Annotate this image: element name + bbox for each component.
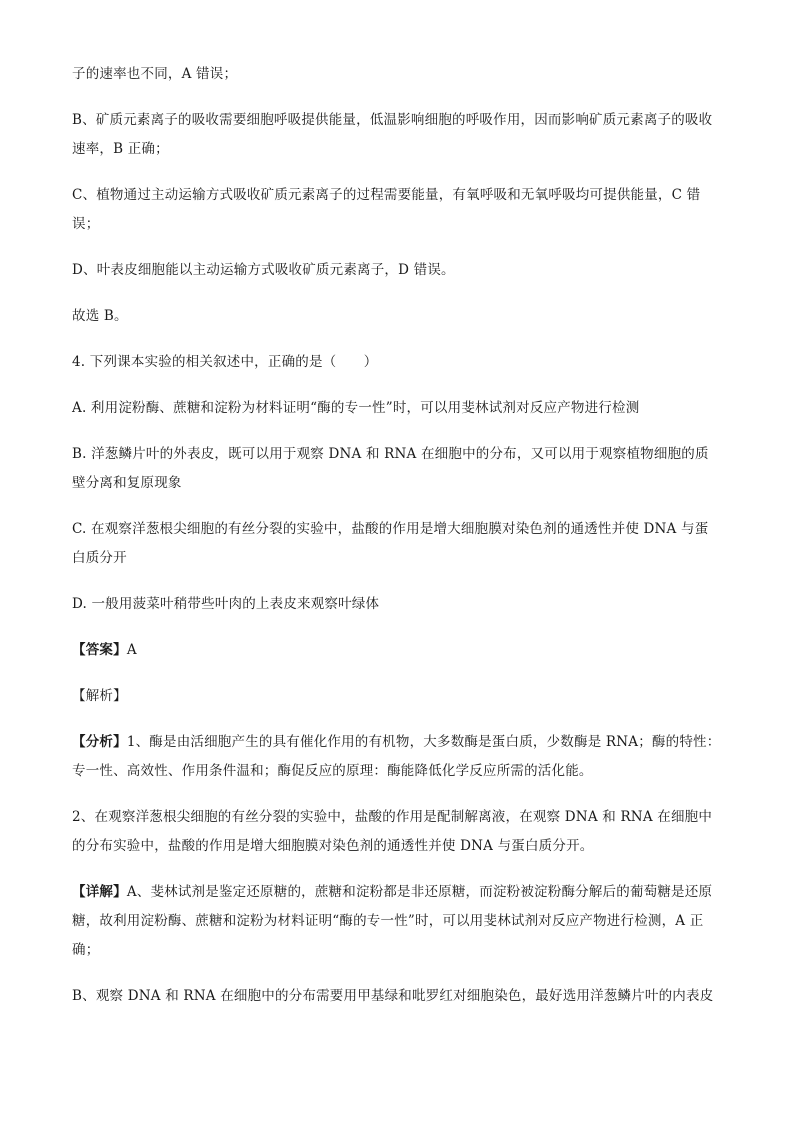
paragraph-option-c-explanation: C、植物通过主动运输方式吸收矿质元素离子的过程需要能量，有氧呼吸和无氧呼吸均可提供能量，C 错误； (72, 187, 701, 232)
paragraph-option-b-explanation: B、矿质元素离子的吸收需要细胞呼吸提供能量，低温影响细胞的呼吸作用，因而影响矿质元素离子的吸收速率，B 正确； (72, 112, 713, 157)
question-4-stem: 4. 下列课本实验的相关叙述中，正确的是（ ） (72, 354, 378, 370)
detail-tag: 【详解】 (72, 884, 127, 900)
answer-tag: 【答案】 (72, 642, 127, 658)
analysis-paragraph-1 (72, 728, 722, 786)
detail-paragraph-1 (72, 878, 722, 965)
detail-paragraph-2: B、观察 DNA 和 RNA 在细胞中的分布需要用甲基绿和吡罗红对细胞染色，最好选用洋葱鳞片叶的内表皮 (72, 988, 714, 1004)
analysis-text-1: 1、酶是由活细胞产生的具有催化作用的有机物，大多数酶是蛋白质，少数酶是 RNA；酶的特性：专一性、高效性、作用条件温和；酶促反应的原理：酶能降低化学反应所需的活化能。 (72, 734, 721, 779)
analysis-paragraph-2: 2、在观察洋葱根尖细胞的有丝分裂的实验中，盐酸的作用是配制解离液，在观察 DNA 和 RNA 在细胞中的分布实验中，盐酸的作用是增大细胞膜对染色剂的通透性并使 DNA 与蛋白质分开。 (72, 809, 713, 854)
question-4-option-b: B. 洋葱鳞片叶的外表皮，既可以用于观察 DNA 和 RNA 在细胞中的分布，又可以用于观察植物细胞的质壁分离和复原现象 (72, 446, 709, 491)
document-page (72, 60, 722, 1028)
question-4-option-c: C. 在观察洋葱根尖细胞的有丝分裂的实验中，盐酸的作用是增大细胞膜对染色剂的通透性并使 DNA 与蛋白质分开 (72, 521, 709, 566)
answer-value: A (126, 642, 137, 658)
question-4-option-a: A. 利用淀粉酶、蔗糖和淀粉为材料证明“酶的专一性”时，可以用斐林试剂对反应产物进行检测 (72, 400, 640, 416)
paragraph-choice: 故选 B。 (72, 308, 128, 324)
detail-text-1: A、斐林试剂是鉴定还原糖的，蔗糖和淀粉都是非还原糖，而淀粉被淀粉酶分解后的葡萄糖是还原糖，故利用淀粉酶、蔗糖和淀粉为材料证明“酶的专一性”时，可以用斐林试剂对反应产物进行检测，A 正确； (72, 884, 713, 958)
question-4-option-d: D. 一般用菠菜叶稍带些叶肉的上表皮来观察叶绿体 (72, 596, 380, 612)
analysis-tag: 【分析】 (72, 734, 127, 750)
answer-line (72, 636, 722, 665)
analysis-heading: 【解析】 (72, 688, 127, 704)
paragraph-option-a-conclusion: 子的速率也不同，A 错误； (72, 66, 238, 82)
paragraph-option-d-explanation: D、叶表皮细胞能以主动运输方式吸收矿质元素离子，D 错误。 (72, 262, 455, 278)
